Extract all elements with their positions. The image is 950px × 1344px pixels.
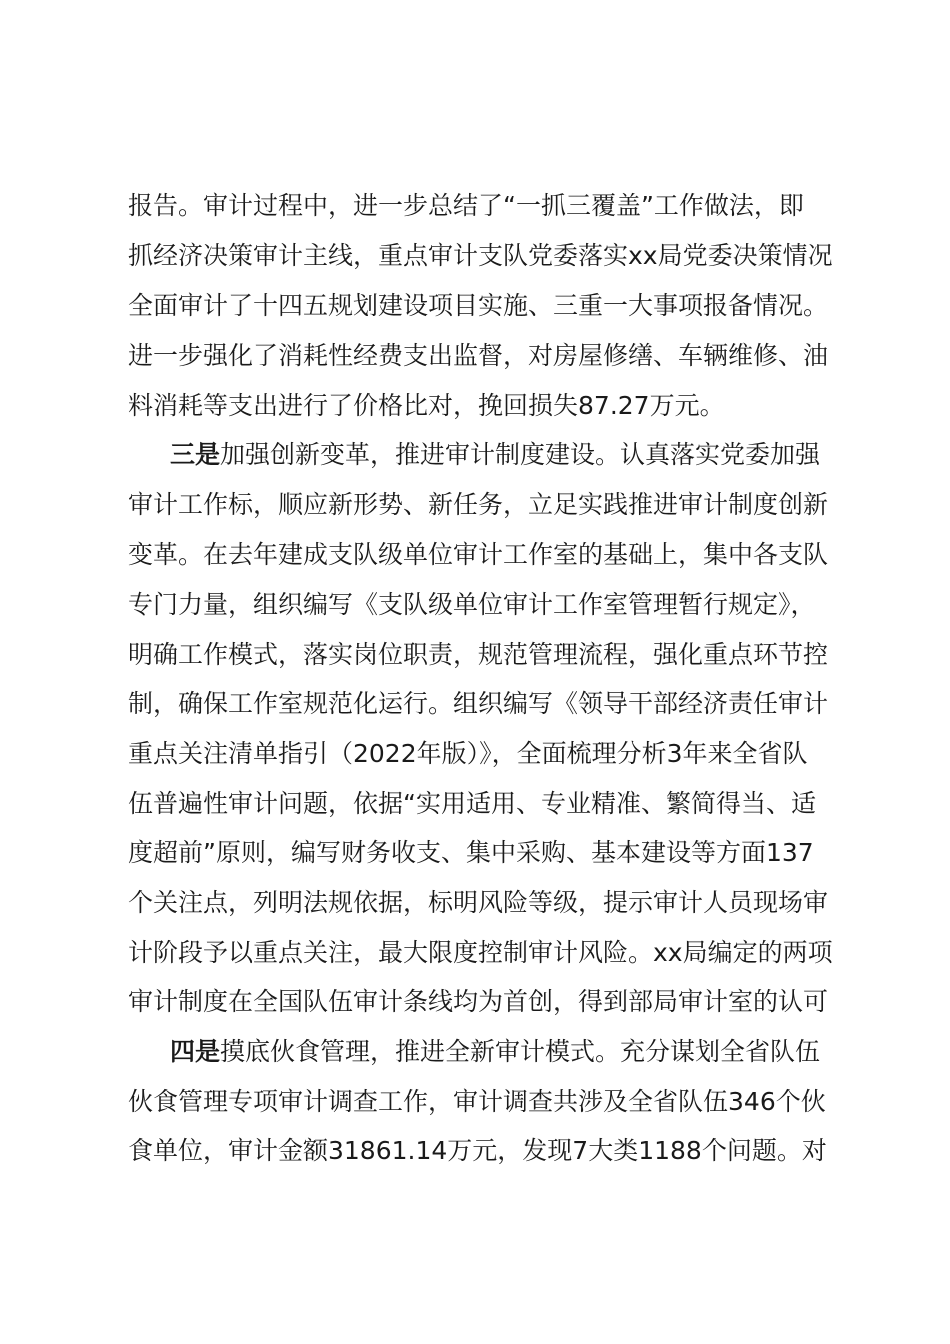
paragraph-text: 加强创新变革，推进审计制度建设。认真落实党委加强 (220, 440, 821, 469)
paragraph-start-line (170, 430, 858, 480)
text-line: 明确工作模式，落实岗位职责，规范管理流程，强化重点环节控 (128, 640, 829, 669)
text-line: 计阶段予以重点关注，最大限度控制审计风险。xx局编定的两项 (128, 938, 833, 967)
text-line: 审计工作标，顺应新形势、新任务，立足实践推进审计制度创新 (128, 490, 829, 519)
text-line: 重点关注清单指引（2022年版）》，全面梳理分析3年来全省队 (128, 739, 808, 768)
text-line: 变革。在去年建成支队级单位审计工作室的基础上，集中各支队 (128, 540, 829, 569)
text-line: 抓经济决策审计主线，重点审计支队党委落实xx局党委决策情况 (128, 241, 833, 270)
text-line: 进一步强化了消耗性经费支出监督，对房屋修缮、车辆维修、油 (128, 341, 829, 370)
text-line: 料消耗等支出进行了价格比对，挽回损失87.27万元。 (128, 391, 725, 420)
text-line: 专门力量，组织编写《支队级单位审计工作室管理暂行规定》， (128, 590, 816, 619)
text-line: 审计制度在全国队伍审计条线均为首创，得到部局审计室的认可 (128, 987, 829, 1016)
paragraph-lead: 四是 (170, 1037, 221, 1066)
text-line: 全面审计了十四五规划建设项目实施、三重一大事项报备情况。 (128, 291, 829, 320)
text-line: 伙食管理专项审计调查工作，审计调查共涉及全省队伍346个伙 (128, 1087, 826, 1116)
text-line: 报告。审计过程中，进一步总结了“一抓三覆盖”工作做法，即 (128, 191, 804, 220)
text-line: 伍普遍性审计问题，依据“实用适用、专业精准、繁简得当、适 (128, 789, 816, 818)
text-line: 制，确保工作室规范化运行。组织编写《领导干部经济责任审计 (128, 689, 829, 718)
paragraph-lead: 三是 (170, 440, 221, 469)
paragraph-start-line (170, 1027, 858, 1077)
text-line: 个关注点，列明法规依据，标明风险等级，提示审计人员现场审 (128, 888, 829, 917)
paragraph-text: 摸底伙食管理，推进全新审计模式。充分谋划全省队伍 (220, 1037, 821, 1066)
text-line: 度超前”原则，编写财务收支、集中采购、基本建设等方面137 (128, 838, 814, 867)
text-line: 食单位，审计金额31861.14万元，发现7大类1188个问题。对 (128, 1136, 827, 1165)
